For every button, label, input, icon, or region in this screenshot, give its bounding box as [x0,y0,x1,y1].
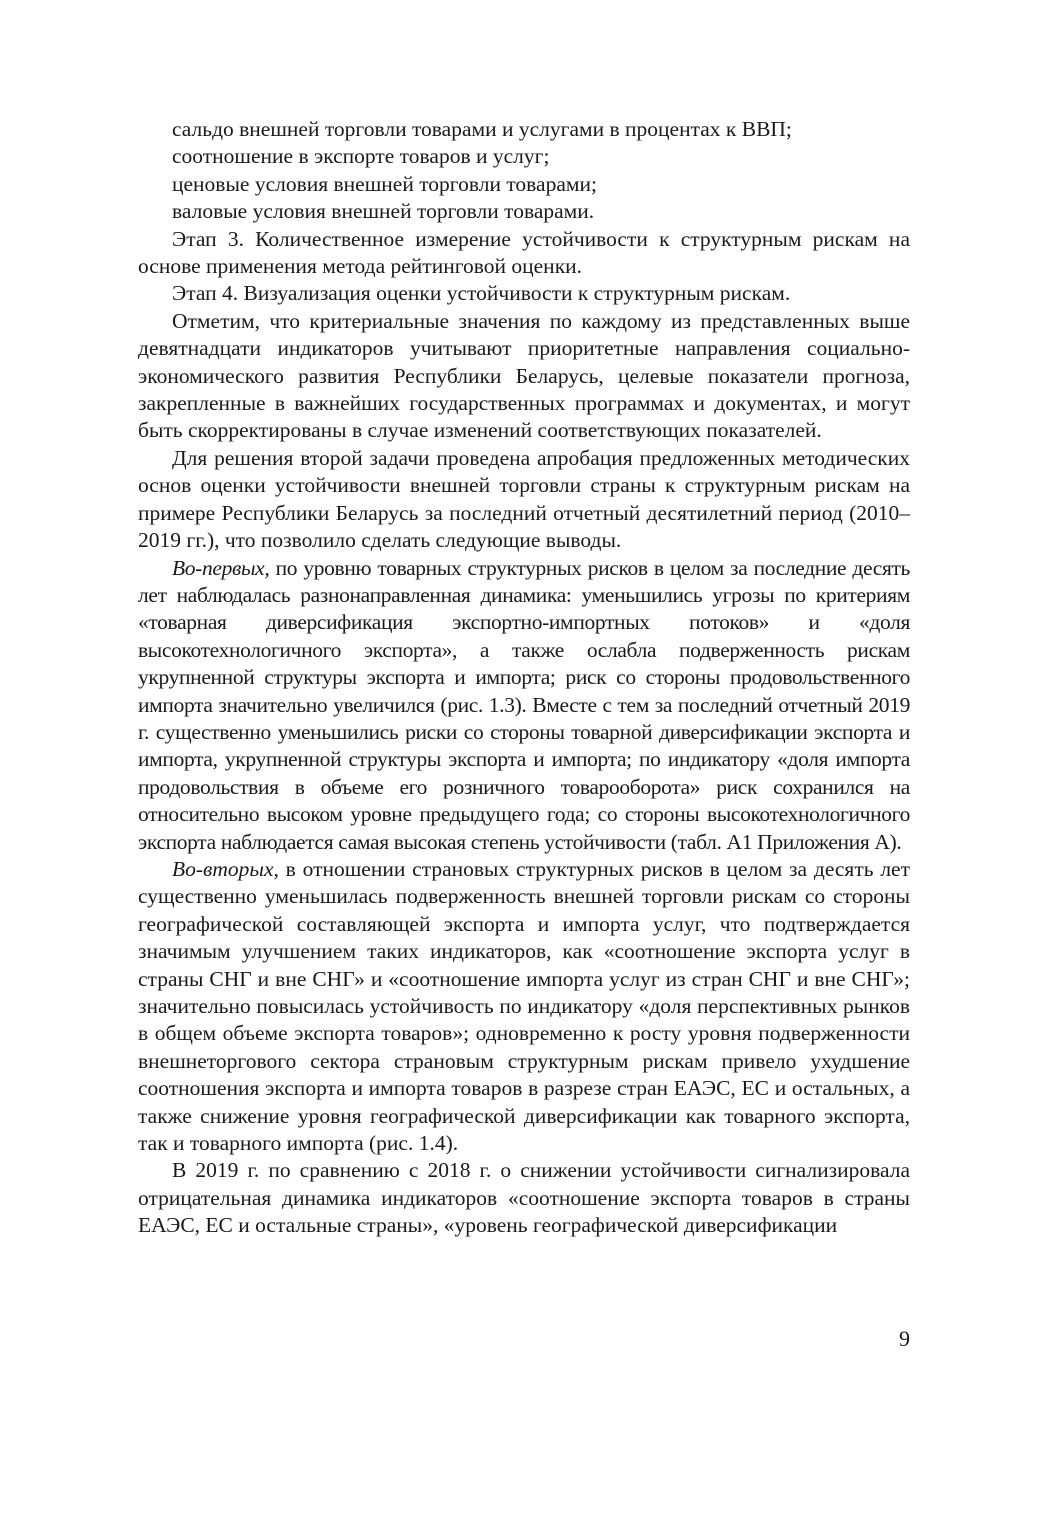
list-item: соотношение в экспорте товаров и услуг; [172,144,550,169]
second-finding-paragraph [138,856,910,1157]
list-item: валовые условия внешней торговли товарами. [172,199,595,224]
second-finding-lead: Во-вторых, [172,856,279,881]
stage-3-paragraph: Этап 3. Количественное измерение устойчивости к структурным рискам на основе применения метода рейтинговой оценки. [138,226,910,279]
first-finding-paragraph [138,555,910,856]
first-finding-text: по уровню товарных структурных рисков в целом за последние десять лет наблюдалась разнонаправленная динамика: уменьшились угрозы по критериям «товарная диверсификация экспортно-импортных потоков» и «доля высокотехнологичного экспорта», а также ослабла подверженность рискам укрупненной структуры экспорта и импорта; риск со стороны продовольственного импорта значительно увеличился (рис. 1.3). Вместе с тем за последний отчетный 2019 г. существенно уменьшились риски со стороны товарной диверсификации экспорта и импорта, укрупненной структуры экспорта и импорта; по индикатору «доля импорта продовольствия в объеме его розничного товарооборота» риск сохранился на относительно высоком уровне предыдущего года; со стороны высокотехнологичного экспорта наблюдается самая высокая степень устойчивости (табл. А1 Приложения А). [138,555,910,854]
year-2019-paragraph: В 2019 г. по сравнению с 2018 г. о снижении устойчивости сигнализировала отрицательная динамика индикаторов «соотношение экспорта товаров в страны ЕАЭС, ЕС и остальные страны», «уровень географической диверсификации [138,1158,910,1238]
stage-4-paragraph: Этап 4. Визуализация оценки устойчивости к структурным рискам. [172,281,791,306]
criteria-paragraph: Отметим, что критериальные значения по каждому из представленных выше девятнадцати индикаторов учитывают приоритетные направления социально-экономического развития Республики Беларусь, целевые показатели прогноза, закрепленные в важнейших государственных программах и документах, и могут быть скорректированы в случае изменений соответствующих показателей. [138,308,910,443]
first-finding-lead: Во-первых, [172,555,270,580]
list-item: ценовые условия внешней торговли товарами; [172,171,597,196]
page-number: 9 [899,1326,910,1351]
task-two-paragraph: Для решения второй задачи проведена апробация предложенных методических основ оценки устойчивости внешней торговли страны к структурным рискам на примере Республики Беларусь за последний отчетный десятилетний период (2010–2019 гг.), что позволило сделать следующие выводы. [138,445,910,553]
page-body [138,116,910,1240]
list-item: сальдо внешней торговли товарами и услугами в процентах к ВВП; [172,117,792,141]
second-finding-text: в отношении страновых структурных рисков в целом за десять лет существенно уменьшилась подверженность внешней торговли рискам со стороны географической составляющей экспорта и импорта услуг, что подтверждается значимым улучшением таких индикаторов, как «соотношение экспорта услуг в страны СНГ и вне СНГ» и «соотношение импорта услуг из стран СНГ и вне СНГ»; значительно повысилась устойчивость по индикатору «доля перспективных рынков в общем объеме экспорта товаров»; одновременно к росту уровня подверженности внешнеторгового сектора страновым структурным рискам привело ухудшение соотношения экспорта и импорта товаров в разрезе стран ЕАЭС, ЕС и остальных, а также снижение уровня географической диверсификации как товарного экспорта, так и товарного импорта (рис. 1.4). [138,856,910,1156]
